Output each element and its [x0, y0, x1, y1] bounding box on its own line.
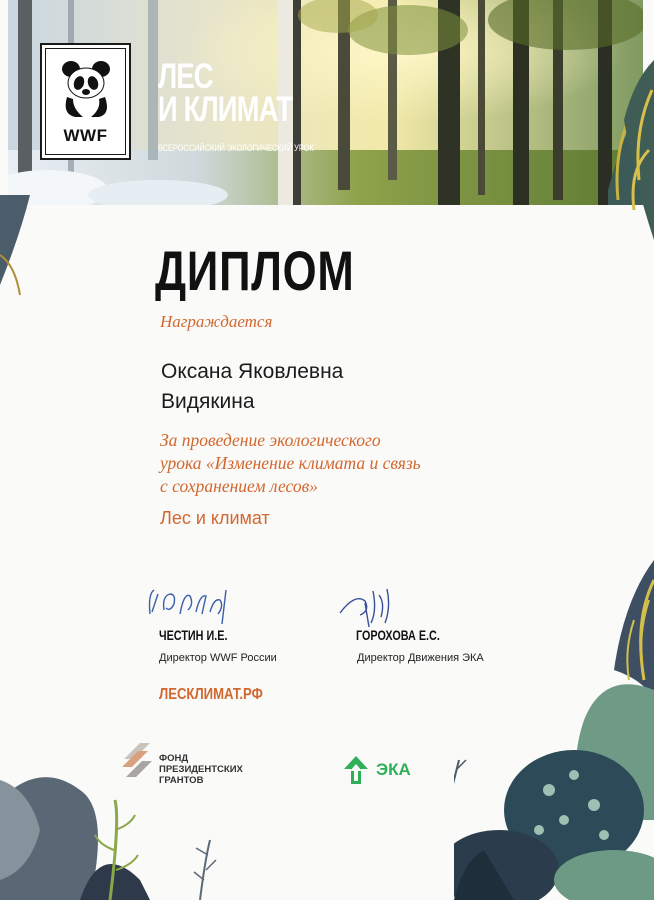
eka-logo-text: ЭКА — [376, 760, 411, 779]
banner-title-line-1: ЛЕС — [158, 57, 213, 96]
award-reason-line-1: За проведение экологического — [160, 430, 381, 450]
wwf-logo — [40, 43, 131, 160]
banner-subtitle: ВСЕРОССИЙСКИЙ ЭКОЛОГИЧЕСКИЙ УРОК — [158, 143, 314, 153]
award-reason — [160, 429, 421, 498]
award-reason-line-3: с сохранением лесов» — [160, 476, 318, 496]
left-foliage-decoration — [0, 195, 30, 305]
recipient-name — [161, 357, 343, 417]
recipient-name-line-2: Видякина — [161, 390, 255, 413]
signatory-1-name: ЧЕСТИН И.Е. — [159, 628, 228, 643]
signature-mark — [140, 584, 240, 628]
website-link[interactable]: ЛЕСКЛИМАТ.РФ — [159, 686, 263, 703]
bottom-right-foliage-decoration — [454, 560, 654, 900]
panda-logo-icon — [59, 59, 114, 119]
award-reason-line-2: урока «Изменение климата и связь — [160, 453, 421, 473]
wwf-logo-text: WWF — [63, 126, 108, 145]
diploma-title: ДИПЛОМ — [155, 239, 355, 302]
banner-title-line-2: И КЛИМАТ — [158, 90, 293, 129]
fund-line-1: ФОНД — [159, 753, 189, 764]
right-foliage-decoration — [594, 60, 654, 240]
lesson-theme: Лес и климат — [160, 508, 270, 528]
awarded-label: Награждается — [160, 312, 273, 331]
signatory-2-name: ГОРОХОВА Е.С. — [356, 628, 440, 643]
eka-arrow-icon — [343, 755, 369, 785]
fund-line-3: ГРАНТОВ — [159, 775, 204, 786]
banner-title — [158, 57, 293, 129]
signature-mark — [335, 583, 405, 633]
signatory-1-role: Директор WWF России — [159, 652, 277, 664]
recipient-name-line-1: Оксана Яковлевна — [161, 360, 344, 383]
bottom-left-foliage-decoration — [0, 720, 240, 900]
signatory-2-role: Директор Движения ЭКА — [357, 652, 484, 664]
fund-line-2: ПРЕЗИДЕНТСКИХ — [159, 764, 243, 775]
